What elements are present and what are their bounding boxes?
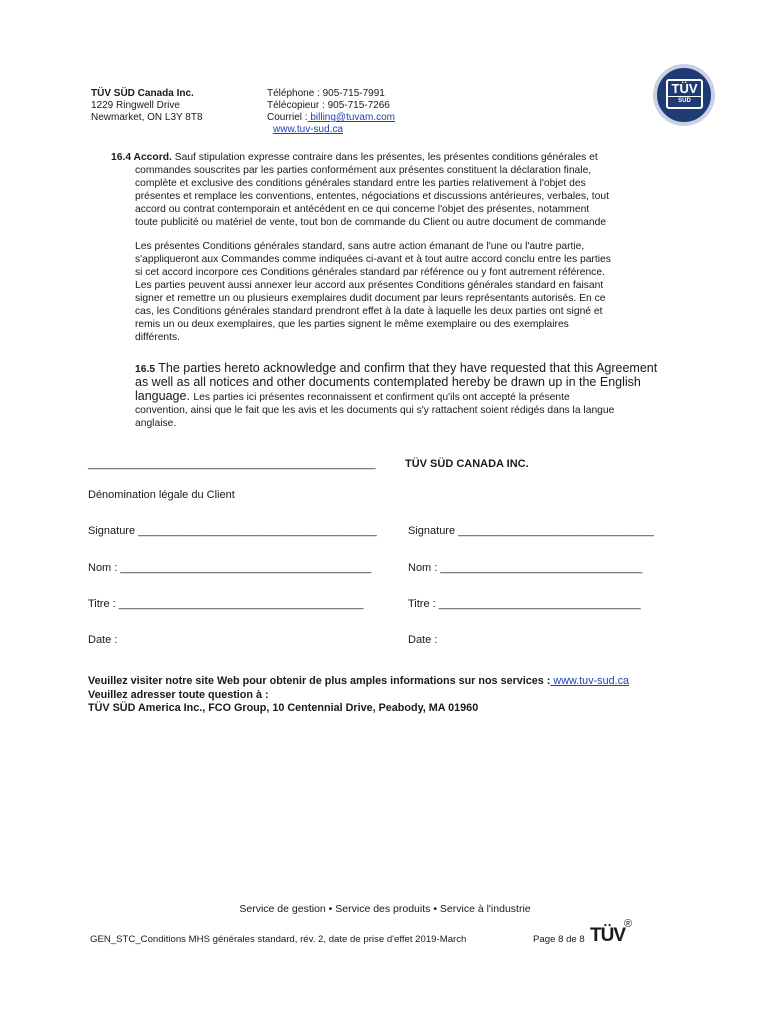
company-contact [267,88,395,136]
date-field-client[interactable]: Date : [88,634,118,646]
section-16-5-line-1: 16.5 The parties hereto acknowledge and confirm that they have requested that this Agreement [135,361,658,375]
logo-text-bottom: SÜD [668,96,701,105]
section-16-5 [135,362,675,430]
section-16-4-line-6: toute publicité ou matériel de vente, tout bon de commande du Client ou autre document de commande [135,217,607,228]
section-16-4-line-3: complète et exclusive des conditions générales standard entre les parties relativement à l'objet des [135,178,586,189]
email-line [267,112,395,124]
fax: Télécopieur : 905-715-7266 [267,100,390,111]
para2-line-5: signer et remettre un ou plusieurs exemplaires dudit document par leurs représentants autorisés. En ce [135,293,606,304]
contact-block [88,675,629,716]
website-line [267,124,395,136]
email-link[interactable]: billing@tuvam.com [307,112,395,123]
title-field-client[interactable]: Titre : ________________________________________ [88,598,364,610]
registered-mark: ® [624,918,633,930]
section-16-5-line-3: language. Les parties ici présentes reconnaissent et confirment qu'ils ont accepté la présente [135,388,570,403]
section-16-4-label: 16.4 Accord. [111,152,172,163]
website-link[interactable]: www.tuv-sud.ca [273,124,344,135]
section-16-4-line-2: commandes souscrites par les parties conformément aux présentes constituent la déclaration finale, [135,165,592,176]
signature-field-tuv[interactable]: Signature ________________________________ [408,525,654,537]
name-field-tuv[interactable]: Nom : _________________________________ [408,562,643,574]
phone: Téléphone : 905-715-7991 [267,88,385,99]
date-field-tuv[interactable]: Date : [408,634,438,646]
contact-line-3: TÜV SÜD America Inc., FCO Group, 10 Centennial Drive, Peabody, MA 01960 [88,702,479,714]
tuv-company-name: TÜV SÜD CANADA INC. [405,458,529,470]
contact-website-link[interactable]: www.tuv-sud.ca [550,675,629,687]
address-line-1: 1229 Ringwell Drive [91,100,180,111]
para2-line-1: Les présentes Conditions générales standard, sans autre action émanant de l'une ou l'autre partie, [135,241,585,252]
para2-line-3: si cet accord incorpore ces Conditions générales standard par référence ou y font autrement référence. [135,267,605,278]
para2-line-8: différents. [135,332,181,343]
email-label: Courriel : [267,112,308,123]
section-16-5-line-4: convention, ainsi que le fait que les avis et les documents qui s'y rattachent soient rédigés dans la langue [135,404,615,416]
client-name-line[interactable]: _______________________________________________ [88,458,376,470]
address-line-2: Newmarket, ON L3Y 8T8 [91,112,203,123]
para2-line-2: s'appliqueront aux Commandes comme indiquées ci-avant et à tout autre accord conclu entre les parties [135,254,611,265]
tuv-logo-mark [666,79,703,109]
para2-line-6: cas, les Conditions générales standard prendront effet à la date à laquelle les deux parties ont signé et [135,306,603,317]
contact-line-1: Veuillez visiter notre site Web pour obtenir de plus amples informations sur nos services : www.tuv-sud.ca [88,675,629,687]
tuv-logo [653,64,715,126]
company-name: TÜV SÜD Canada Inc. [91,88,194,99]
company-address [91,88,203,124]
title-field-tuv[interactable]: Titre : _________________________________ [408,598,641,610]
page-number: Page 8 de 8 [533,934,585,945]
para2-line-7: remis un ou deux exemplaires, que les parties signent le même exemplaire ou des exemplaires [135,319,569,330]
section-16-4-line-1: 16.4 Accord. Sauf stipulation expresse contraire dans les présentes, les présentes conditions générales et [111,152,598,163]
name-field-client[interactable]: Nom : _________________________________________ [88,562,372,574]
section-16-4 [111,151,671,229]
section-16-5-line-2: as well as all notices and other documents contemplated hereby be drawn up in the English [135,375,641,389]
section-16-4-line-4: présentes et remplace les conventions, ententes, négociations et discussions antérieures, verbales, tout [135,191,609,202]
logo-text-top: TÜV [671,81,698,96]
section-16-5-label: 16.5 [135,364,156,375]
footer-services: Service de gestion • Service des produits • Service à l'industrie [239,903,531,915]
section-16-4-paragraph-2 [135,240,655,344]
client-legal-name-label: Dénomination légale du Client [88,489,235,501]
section-16-4-line-5: accord ou contrat contemporain et antécédent en ce qui concerne l'objet des présentes, notamment [135,204,590,215]
para2-line-4: Les parties peuvent aussi annexer leur accord aux présentes Conditions générales standard en faisant [135,280,604,291]
contact-line-2: Veuillez adresser toute question à : [88,688,269,701]
section-16-5-line-5: anglaise. [135,417,177,429]
footer-tuv-logo: TÜV [590,925,625,946]
footer-document-id: GEN_STC_Conditions MHS générales standard, rév. 2, date de prise d'effet 2019-March [90,934,467,945]
signature-field-client[interactable]: Signature _______________________________________ [88,525,377,537]
